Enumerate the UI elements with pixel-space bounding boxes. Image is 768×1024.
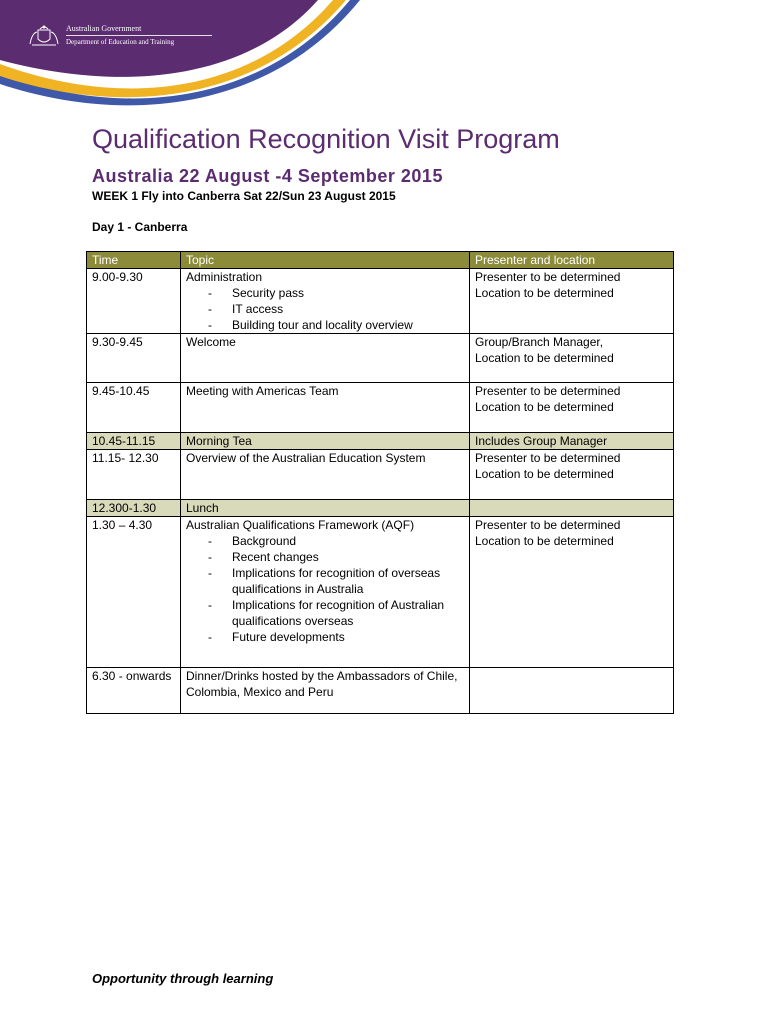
location-text: Location to be determined bbox=[475, 286, 614, 300]
presenter-cell bbox=[470, 450, 674, 500]
list-item: - IT access bbox=[208, 301, 464, 317]
table-row bbox=[87, 383, 674, 433]
presenter-text: Presenter to be determined bbox=[475, 518, 621, 532]
list-item: - Building tour and locality overview bbox=[208, 317, 464, 333]
time-cell: 9.45-10.45 bbox=[87, 383, 181, 433]
list-item: - Future developments bbox=[208, 629, 464, 645]
time-cell: 1.30 – 4.30 bbox=[87, 517, 181, 668]
presenter-cell bbox=[470, 269, 674, 334]
time-cell: 10.45-11.15 bbox=[87, 433, 181, 450]
week-heading: WEEK 1 Fly into Canberra Sat 22/Sun 23 August 2015 bbox=[92, 189, 396, 203]
topic-cell bbox=[181, 269, 470, 334]
presenter-text: Presenter to be determined bbox=[475, 451, 621, 465]
time-cell: 6.30 - onwards bbox=[87, 668, 181, 714]
topic-cell bbox=[181, 668, 470, 714]
topic-cell bbox=[181, 450, 470, 500]
topic-text: Administration bbox=[186, 270, 263, 284]
presenter-text: Group/Branch Manager, bbox=[475, 335, 604, 349]
list-item: - Implications for recognition of overseas qualifications in Australia bbox=[208, 565, 464, 597]
header-banner bbox=[0, 0, 768, 120]
location-text: Location to be determined bbox=[475, 351, 614, 365]
table-row-break bbox=[87, 500, 674, 517]
presenter-cell bbox=[470, 500, 674, 517]
presenter-cell bbox=[470, 383, 674, 433]
table-row bbox=[87, 450, 674, 500]
presenter-cell bbox=[470, 517, 674, 668]
footer-tagline: Opportunity through learning bbox=[92, 971, 274, 986]
day-heading: Day 1 - Canberra bbox=[92, 220, 188, 234]
time-cell: 11.15- 12.30 bbox=[87, 450, 181, 500]
presenter-text: Presenter to be determined bbox=[475, 384, 621, 398]
topic-text: Meeting with Americas Team bbox=[186, 384, 339, 398]
coat-of-arms-icon bbox=[26, 24, 62, 48]
topic-cell: Morning Tea bbox=[181, 433, 470, 450]
page-subtitle: Australia 22 August -4 September 2015 bbox=[92, 166, 443, 186]
topic-cell bbox=[181, 383, 470, 433]
topic-text: Australian Qualifications Framework (AQF) bbox=[186, 518, 415, 532]
table-row bbox=[87, 334, 674, 383]
list-item: - Security pass bbox=[208, 285, 464, 301]
topic-text: Dinner/Drinks hosted by the Ambassadors of Chile, Colombia, Mexico and Peru bbox=[186, 669, 458, 699]
page-title: Qualification Recognition Visit Program bbox=[92, 124, 560, 154]
location-text: Location to be determined bbox=[475, 400, 614, 414]
header-topic: Topic bbox=[181, 252, 470, 269]
presenter-cell: Includes Group Manager bbox=[470, 433, 674, 450]
header-time: Time bbox=[87, 252, 181, 269]
list-item: - Implications for recognition of Australian qualifications overseas bbox=[208, 597, 464, 629]
header-presenter: Presenter and location bbox=[470, 252, 674, 269]
topic-cell: Lunch bbox=[181, 500, 470, 517]
table-row bbox=[87, 269, 674, 334]
list-item: - Recent changes bbox=[208, 549, 464, 565]
topic-bullet-list bbox=[186, 533, 464, 645]
presenter-cell bbox=[470, 668, 674, 714]
location-text: Location to be determined bbox=[475, 534, 614, 548]
presenter-cell bbox=[470, 334, 674, 383]
schedule-table bbox=[86, 251, 674, 714]
logo-divider bbox=[66, 35, 212, 36]
government-logo bbox=[26, 24, 212, 48]
presenter-text: Presenter to be determined bbox=[475, 270, 621, 284]
topic-bullet-list bbox=[186, 285, 464, 333]
time-cell: 12.300-1.30 bbox=[87, 500, 181, 517]
topic-cell bbox=[181, 517, 470, 668]
department-name: Department of Education and Training bbox=[66, 38, 175, 46]
location-text: Location to be determined bbox=[475, 467, 614, 481]
government-name: Australian Government bbox=[66, 24, 142, 33]
time-cell: 9.30-9.45 bbox=[87, 334, 181, 383]
list-item: - Background bbox=[208, 533, 464, 549]
table-row bbox=[87, 517, 674, 668]
table-header-row bbox=[87, 252, 674, 269]
table-row bbox=[87, 668, 674, 714]
topic-text: Overview of the Australian Education System bbox=[186, 451, 426, 465]
time-cell: 9.00-9.30 bbox=[87, 269, 181, 334]
table-row-break bbox=[87, 433, 674, 450]
topic-text: Welcome bbox=[186, 335, 236, 349]
topic-cell bbox=[181, 334, 470, 383]
